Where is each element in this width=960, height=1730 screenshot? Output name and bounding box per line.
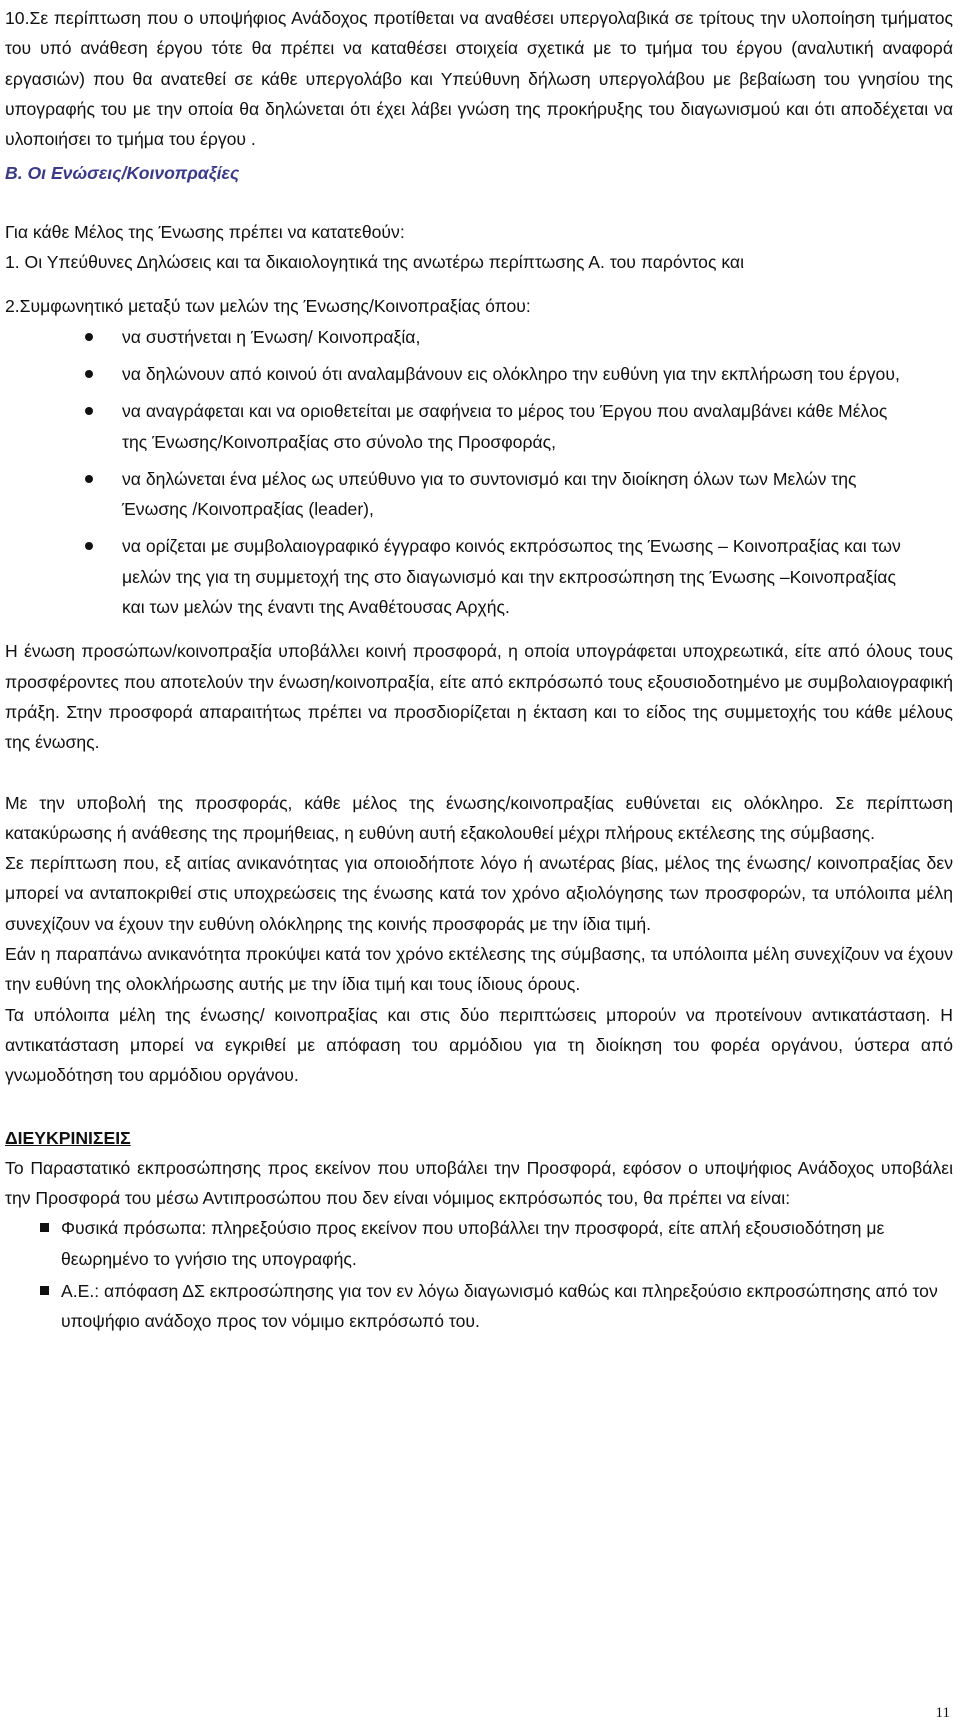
bullet-dot-icon (85, 407, 93, 415)
list-item (5, 322, 953, 352)
item-10-text: Σε περίπτωση που ο υποψήφιος Ανάδοχος προτίθεται να αναθέσει υπεργολαβικά σε τρίτους την υλοποίηση τμήματος του υπό ανάθεση έργου τότε θα πρέπει να καταθέσει στοιχεία σχετικά με το τμήμα του έργου (αναλυτική αναφορά εργασιών) που θα ανατεθεί σε κάθε υπεργολάβο και Υπεύθυνη δήλωση υπεργολάβου με βεβαίωση του γνησίου της υπογραφής του με την οποία θα δηλώνεται ότι έχει λάβει γνώση της προκήρυξης του διαγωνισμού και ότι αποδέχεται να υλοποιήσει το τμήμα του έργου . (5, 8, 953, 150)
replacement-paragraph: Τα υπόλοιπα μέλη της ένωσης/ κοινοπραξίας και στις δύο περιπτώσεις μπορούν να προτείνουν αντικατάσταση. Η αντικατάσταση μπορεί να εγκριθεί με απόφαση του αρμόδιου για τη διοίκηση του φορέα οργάνου, ύστερα από γνωμοδότηση του αρμόδιου οργάνου. (5, 1004, 953, 1086)
bullet-dot-icon (85, 475, 93, 483)
spacer (5, 189, 953, 217)
liability-paragraph: Με την υποβολή της προσφοράς, κάθε μέλος της ένωσης/κοινοπραξίας ευθύνεται εις ολόκληρο. Σε περίπτωση κατακύρωσης ή ανάθεσης της προμήθειας, η ευθύνη αυτή εξακολουθεί μέχρι πλήρους εκτέλεσης της σύμβασης. (5, 792, 953, 843)
bullet-dot-icon (85, 370, 93, 378)
bullet-dot-icon (85, 542, 93, 550)
section-b-title: B. Οι Ενώσεις/Κοινοπραξίες (5, 163, 240, 184)
document-page (5, 0, 953, 1337)
list-item-text: να συστήνεται η Ένωση/ Κοινοπραξία, (122, 326, 421, 347)
list-item (5, 1213, 953, 1274)
list-item-text: Φυσικά πρόσωπα: πληρεξούσιο προς εκείνον που υποβάλλει την προσφορά, είτε απλή εξουσιοδότηση με θεωρημένο το γνήσιο της υπογραφής. (61, 1218, 885, 1269)
list-item (5, 359, 953, 389)
spacer (5, 758, 953, 788)
agreement-bullet-list (5, 322, 953, 623)
section-b-point-2: 2.Συμφωνητικό μεταξύ των μελών της Ένωσης/Κοινοπραξίας όπου: (5, 296, 531, 317)
page-number: 11 (935, 1705, 950, 1721)
spacer (5, 277, 953, 291)
list-item (5, 396, 953, 457)
bullet-dot-icon (85, 333, 93, 341)
item-10-number: 10. (5, 8, 30, 28)
bullet-square-icon (40, 1286, 49, 1295)
list-item (5, 1276, 953, 1337)
clarifications-intro: Το Παραστατικό εκπροσώπησης προς εκείνον που υποβάλει την Προσφορά, εφόσον ο υποψήφιος Ανάδοχος υποβάλει την Προσφορά του μέσω Αντιπροσώπου που δεν είναι νόμιμος εκπρόσωπός του, θα πρέπει να είναι: (5, 1157, 953, 1209)
joint-offer-paragraph: Η ένωση προσώπων/κοινοπραξία υποβάλλει κοινή προσφορά, η οποία υπογράφεται υποχρεωτικά, είτε από όλους τους προσφέροντες που αποτελούν την ένωση/κοινοπραξία, είτε από εκπρόσωπό τους εξουσιοδοτημένο με συμβολαιογραφική πράξη. Στην προσφορά απαραιτήτως πρέπει να προσδιορίζεται η έκταση και το είδος της συμμετοχής του κάθε μέλους της ένωσης. (5, 641, 953, 753)
section-b-intro: Για κάθε Μέλος της Ένωσης πρέπει να κατατεθούν: (5, 221, 405, 242)
inability-evaluation-paragraph: Σε περίπτωση που, εξ αιτίας ανικανότητας για οποιοδήποτε λόγο ή ανωτέρας βίας, μέλος της ένωσης/ κοινοπραξίας δεν μπορεί να ανταποκριθεί στις υποχρεώσεις της ένωσης κατά τον χρόνο αξιολόγησης των προσφορών, τα υπόλοιπα μέλη συνεχίζουν να έχουν την ευθύνη ολόκληρης της κοινής προσφοράς με την ίδια τιμή. (5, 853, 953, 934)
list-item-text: να ορίζεται με συμβολαιογραφικό έγγραφο κοινός εκπρόσωπος της Ένωσης – Κοινοπραξίας και των μελών της για τη συμμετοχή της στο διαγωνισμό και την εκπροσώπηση της Ένωσης –Κοινοπραξίας και των μελών της έναντι της Αναθέτουσας Αρχής. (122, 536, 901, 618)
list-item (5, 464, 953, 525)
clarifications-list (5, 1213, 953, 1336)
spacer (5, 1091, 953, 1121)
item-10-paragraph (5, 3, 953, 154)
section-b-point-1: 1. Οι Υπεύθυνες Δηλώσεις και τα δικαιολογητικά της ανωτέρω περίπτωσης Α. του παρόντος και (5, 252, 744, 273)
clarifications-heading: ΔΙΕΥΚΡΙΝΙΣΕΙΣ (5, 1127, 131, 1148)
list-item (5, 531, 953, 622)
bullet-square-icon (40, 1223, 49, 1232)
list-item-text: να δηλώνουν από κοινού ότι αναλαμβάνουν εις ολόκληρο την ευθύνη για την εκπλήρωση του έργου, (122, 363, 900, 384)
list-item-text: Α.Ε.: απόφαση ΔΣ εκπροσώπησης για τον εν λόγω διαγωνισμό καθώς και πληρεξούσιο εκπροσώπησης από τον υποψήφιο ανάδοχο προς τον νόμιμο εκπρόσωπό του. (61, 1280, 938, 1332)
spacer (5, 622, 953, 636)
inability-execution-paragraph: Εάν η παραπάνω ανικανότητα προκύψει κατά τον χρόνο εκτέλεσης της σύμβασης, τα υπόλοιπα μέλη συνεχίζουν να έχουν την ευθύνη της ολοκλήρωσης αυτής με την ίδια τιμή και τους ίδιους όρους. (5, 944, 953, 995)
list-item-text: να αναγράφεται και να οριοθετείται με σαφήνεια το μέρος του Έργου που αναλαμβάνει κάθε Μέλος της Ένωσης/Κοινοπραξίας στο σύνολο της Προσφοράς, (122, 401, 888, 452)
list-item-text: να δηλώνεται ένα μέλος ως υπεύθυνο για το συντονισμό και την διοίκηση όλων των Μελών της Ένωσης /Κοινοπραξίας (leader), (122, 468, 857, 520)
